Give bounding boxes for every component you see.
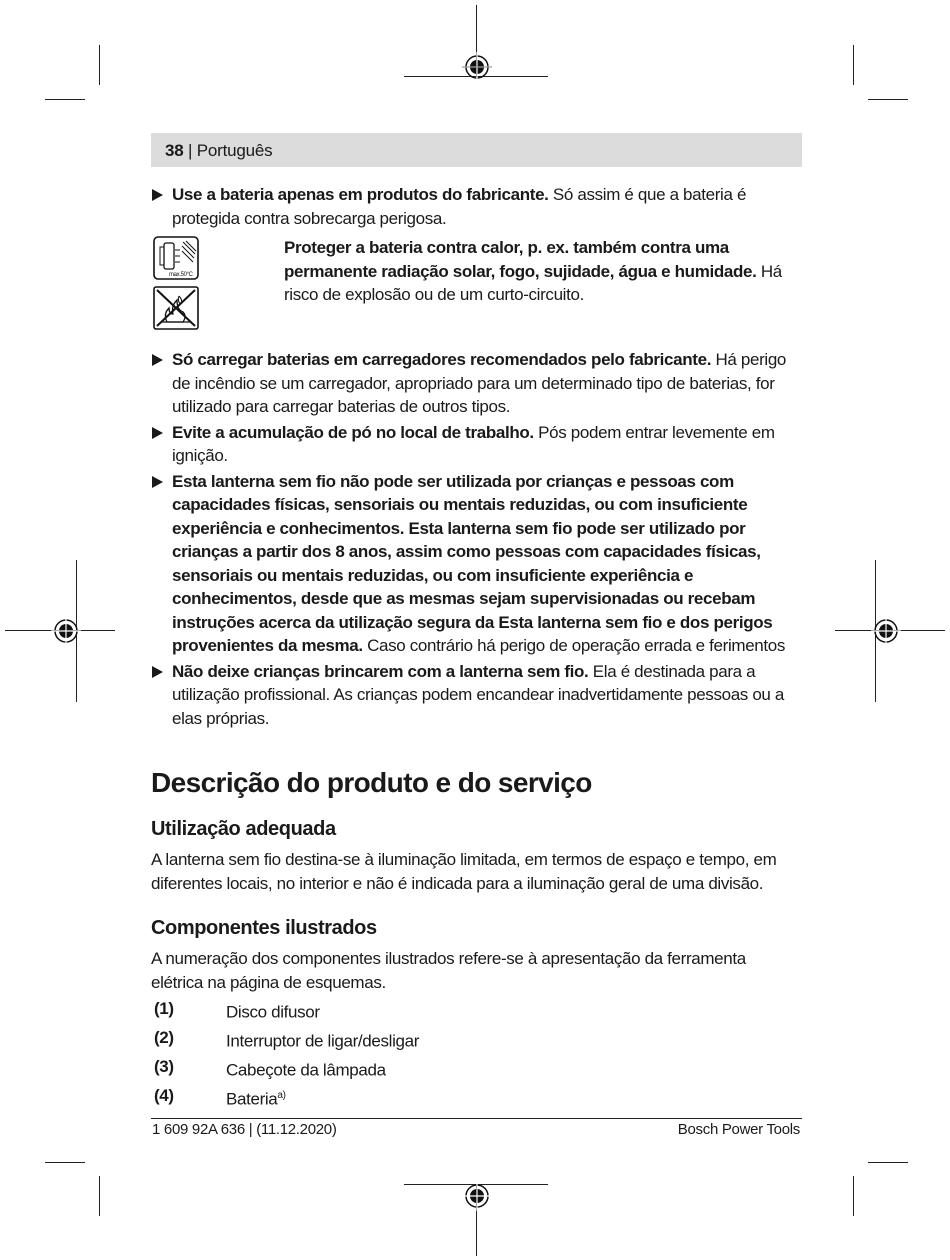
bullet-text: Pós podem entrar levemente em ignição. bbox=[172, 422, 775, 465]
components-intro: A numeração dos componentes ilustrados refere-se à apresentação da ferramenta elétrica na página de esquemas. bbox=[151, 949, 746, 992]
bullet-text: Há perigo de incêndio se um carregador, apropriado para um determinado tipo de baterias, for utilizado para carregar baterias de outros tipos. bbox=[172, 350, 787, 416]
footer-brand: Bosch Power Tools bbox=[677, 1121, 800, 1138]
bullet-text: Caso contrário há perigo de operação errada e ferimentos bbox=[362, 636, 786, 655]
crop-mark bbox=[853, 45, 854, 85]
component-number: (4) bbox=[154, 1086, 174, 1105]
registration-mark-icon bbox=[51, 616, 81, 646]
component-label: Disco difusor bbox=[226, 1002, 320, 1022]
crop-mark bbox=[99, 45, 100, 85]
registration-mark-icon bbox=[871, 616, 901, 646]
component-number: (2) bbox=[154, 1028, 174, 1047]
safety-bullet bbox=[151, 421, 802, 468]
page-header bbox=[151, 133, 802, 167]
crop-mark bbox=[868, 99, 908, 100]
crop-mark bbox=[45, 1162, 85, 1163]
bullet-triangle-icon bbox=[152, 476, 163, 488]
header-text bbox=[165, 141, 272, 161]
page-number: 38 bbox=[165, 141, 184, 160]
heat-temperature-warning-icon bbox=[153, 236, 199, 280]
warning-bold-text: Proteger a bateria contra calor, p. ex. também contra uma permanente radiação solar, fogo, sujidade, água e humidade. bbox=[284, 238, 757, 281]
safety-bullet bbox=[151, 348, 802, 419]
safety-bullet bbox=[151, 660, 802, 731]
list-item bbox=[151, 997, 802, 1026]
bullet-bold-text: Esta lanterna sem fio não pode ser utilizada por crianças e pessoas com capacidades físicas, sensoriais ou mentais reduzidas, ou com insuficiente experiência e conhecimentos. Esta lanterna sem fio pode ser utilizado por crianças a partir dos 8 anos, assim como pessoas com capacidades físicas, sensoriais ou mentais reduzidas, ou com insuficiente experiência e conhecimentos, desde que as mesmas sejam supervisionadas ou recebam instruções acerca da utilização segura da Esta lanterna sem fio e dos perigos provenientes da mesma. bbox=[172, 471, 773, 655]
main-content bbox=[151, 183, 802, 1113]
crop-mark bbox=[45, 99, 85, 100]
icon-warning-text bbox=[284, 236, 804, 307]
component-number: (3) bbox=[154, 1057, 174, 1076]
list-item bbox=[151, 1055, 802, 1084]
bullet-triangle-icon bbox=[152, 189, 163, 201]
registration-mark-icon bbox=[462, 1181, 492, 1211]
bullet-text: Ela é destinada para a utilização profissional. As crianças podem encandear inadvertidamente pessoas ou a elas próprias. bbox=[172, 661, 785, 728]
list-item bbox=[151, 1084, 802, 1113]
component-label: Interruptor de ligar/desligar bbox=[226, 1031, 420, 1051]
list-item bbox=[151, 1026, 802, 1055]
registration-mark-icon bbox=[462, 52, 492, 82]
safety-bullet bbox=[151, 183, 802, 230]
components-title: Componentes ilustrados bbox=[151, 917, 377, 939]
header-language: Português bbox=[196, 141, 273, 160]
bullet-bold-text: Não deixe crianças brincarem com a lanterna sem fio. bbox=[172, 661, 589, 681]
safety-bullet bbox=[151, 470, 802, 658]
footer-divider bbox=[151, 1118, 802, 1119]
intended-use-text: A lanterna sem fio destina-se à iluminação limitada, em termos de espaço e tempo, em diferentes locais, no interior e não é indicada para a iluminação geral de uma divisão. bbox=[151, 850, 777, 893]
crop-mark bbox=[853, 1176, 854, 1216]
crop-mark bbox=[99, 1176, 100, 1216]
bullet-bold-text: Evite a acumulação de pó no local de trabalho. bbox=[172, 422, 534, 442]
bullet-text: Só assim é que a bateria é protegida contra sobrecarga perigosa. bbox=[172, 185, 747, 228]
intended-use-title: Utilização adequada bbox=[151, 818, 336, 840]
crop-mark bbox=[868, 1162, 908, 1163]
footer-doc-number: 1 609 92A 636 | (11.12.2020) bbox=[152, 1121, 337, 1138]
no-fire-water-warning-icon bbox=[153, 286, 199, 330]
bullet-triangle-icon bbox=[152, 666, 163, 678]
bullet-triangle-icon bbox=[152, 354, 163, 366]
components-list bbox=[151, 997, 802, 1113]
icon-warning-row bbox=[151, 236, 802, 340]
bullet-bold-text: Só carregar baterias em carregadores recomendados pelo fabricante. bbox=[172, 350, 712, 369]
component-number: (1) bbox=[154, 999, 174, 1018]
component-label: Cabeçote da lâmpada bbox=[226, 1060, 386, 1080]
section-title: Descrição do produto e do serviço bbox=[151, 767, 592, 798]
icon-temperature-label: max.50°C bbox=[169, 272, 193, 278]
component-label: Bateria$^{a)}$ bbox=[226, 1089, 286, 1109]
warning-text: Há risco de explosão ou de um curto-circuito. bbox=[284, 261, 782, 304]
header-separator: | bbox=[183, 141, 197, 160]
bullet-triangle-icon bbox=[152, 427, 163, 439]
bullet-bold-text: Use a bateria apenas em produtos do fabricante. bbox=[172, 185, 549, 204]
